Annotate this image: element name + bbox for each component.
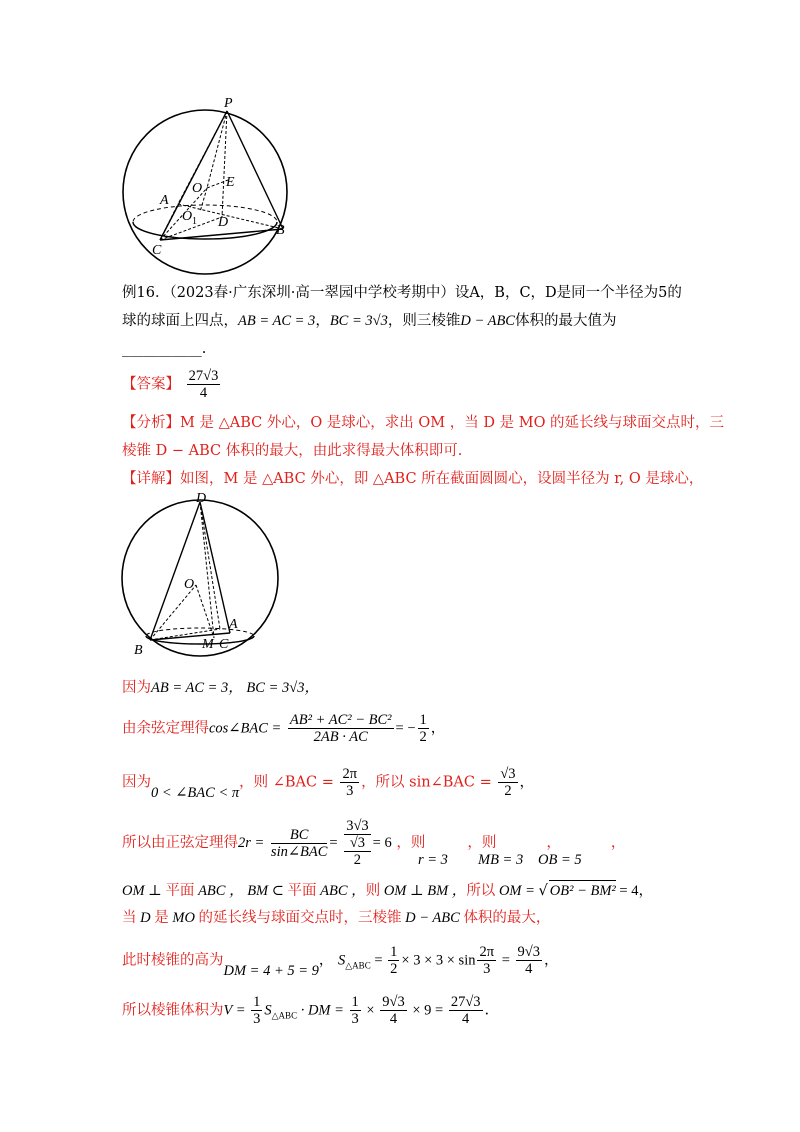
label-O: O (184, 577, 195, 592)
step-6: 当 D 是 MO 的延长线与球面交点时，三棱锥 D − ABC 体积的最大， (122, 910, 551, 926)
step-3: 因为0 < ∠BAC < π，则 ∠BAC = $\frac{2\pi}{3}$ ，所以 sin∠BAC = $\frac{√3}{2}$ ， (122, 766, 535, 801)
step-4: 所以由正弦定理得2r = $\frac{BC}{\text{sin∠BAC}}$ = 3√3 √3 2 = 6 ，则 ，则 ， ， (122, 818, 626, 868)
label-P: P (224, 96, 233, 111)
step-4-r: r = 3 (418, 852, 448, 868)
label-M: M (202, 637, 214, 652)
example-line-1: 例16．（2023春·广东深圳·高一翠园中学校考期中）设A，B，C，D是同一个半径为5的 (122, 285, 682, 301)
analysis-line-1: 【分析】M 是 △ABC 外心，O 是球心，求出 OM ，当 D 是 MO 的延长线与球面交点时，三 (122, 415, 725, 431)
label-B: B (276, 223, 285, 238)
answer-blank: ___________. (122, 341, 207, 357)
step-2: 由余弦定理得cos∠BAC = $\frac{\text{AB² + AC² − BC²}}{2AB \cdot AC}$ = − $\frac{1}{2}$ ， (122, 712, 446, 745)
label-C: C (152, 243, 162, 258)
label-A: A (160, 193, 169, 208)
detail-line-1: 【详解】如图，M 是 △ABC 外心，即 △ABC 所在截面圆圆心，设圆半径为 r, O 是球心， (122, 471, 704, 487)
step-5: OM ⊥ 平面 ABC ， BM ⊂ 平面 ABC ，则 OM ⊥ BM ，所以 OM = √ OB² − BM² = 4， (122, 880, 653, 901)
label-D: D (218, 215, 229, 230)
step-1: 因为AB = AC = 3， BC = 3√3， (122, 680, 319, 696)
answer-fraction: $\frac{27√3}{4}$ (188, 368, 219, 401)
answer-row (122, 368, 222, 401)
step-7: 此时棱锥的高为DM = 4 + 5 = 9， $S_{\triangle ABC}$ = $\frac{1}{2}$ × 3 × 3 × sin $\frac{2\pi}{3}$ = $\frac{9√3}{4}$ ， (122, 944, 559, 979)
answer-tag: 【答案】 (122, 376, 180, 393)
step-4-mb: MB = 3 (478, 852, 524, 868)
analysis-line-2: 棱锥 D − ABC 体积的最大，由此求得最大体积即可. (122, 443, 463, 459)
step-4-ob: OB = 5 (538, 852, 582, 868)
label-B: B (134, 643, 143, 658)
label-A: A (229, 617, 238, 632)
label-O1: O (182, 209, 193, 224)
figure-sphere-pyramid-1 (110, 92, 300, 277)
label-E: E (226, 175, 235, 190)
label-C: C (219, 637, 229, 652)
label-O: O (192, 181, 203, 196)
figure-sphere-pyramid-2 (118, 490, 293, 665)
example-line-2: 球的球面上四点，AB = AC = 3，BC = 3√3，则三棱锥D − ABC体积的最大值为 (122, 313, 617, 329)
step-8: 所以棱锥体积为V = $\frac{1}{3}$ $S_{\triangle ABC}$ · DM = $\frac{1}{3}$ × $\frac{9√3}{4}$ × 9 = $\frac{27√3}{4}$ . (122, 994, 490, 1027)
label-O1-sub: 1 (192, 216, 197, 227)
label-D: D (196, 491, 207, 506)
